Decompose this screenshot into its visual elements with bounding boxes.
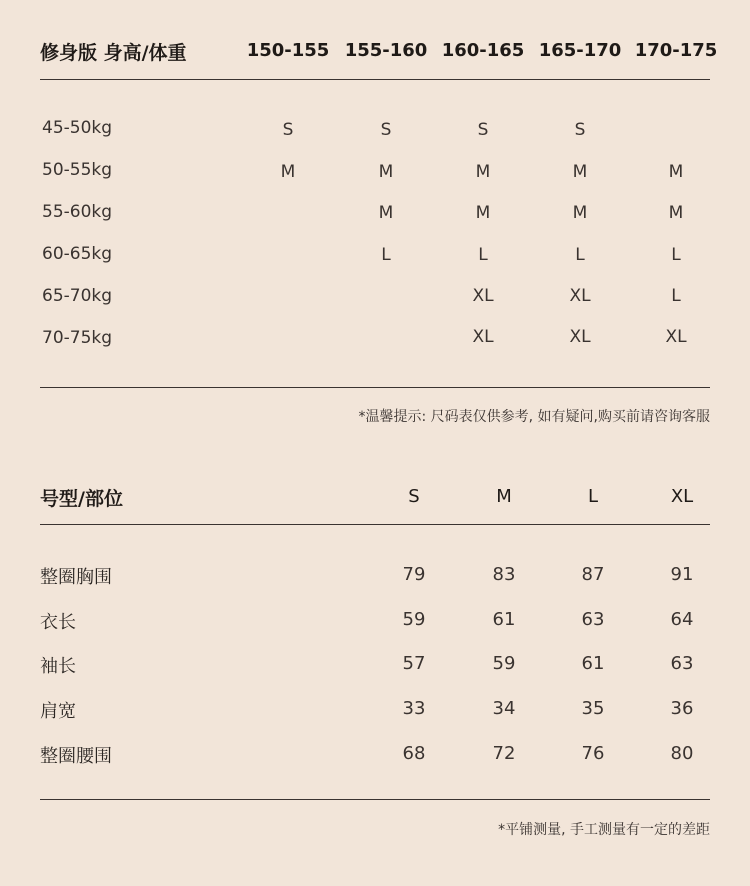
table1-col-header: 155-160 [344, 40, 428, 61]
table2-cell: 59 [402, 609, 426, 630]
table2-cell: 57 [402, 653, 426, 674]
table2-cell: 76 [581, 743, 605, 764]
table2-row-label: 整圈腰围 [40, 746, 112, 767]
table1-row-label: 50-55kg [42, 160, 113, 180]
table2-cell: 87 [581, 564, 605, 585]
table1-cell: M [378, 162, 394, 182]
table1-row-label: 45-50kg [42, 118, 113, 138]
table1-cell: L [478, 245, 488, 265]
table1-cell: XL [569, 286, 591, 306]
table2-cell: 35 [581, 698, 605, 719]
table2-cell: 61 [492, 609, 516, 630]
table2-col-header: M [496, 486, 512, 507]
table2-cell: 63 [670, 653, 694, 674]
table2-bottom-divider [40, 799, 710, 800]
table2-row-label: 衣长 [40, 612, 76, 633]
table2-cell: 83 [492, 564, 516, 585]
table1-row-label: 70-75kg [42, 328, 113, 348]
table2-row-label: 整圈胸围 [40, 567, 112, 588]
table1-cell: L [671, 286, 681, 306]
table1-cell: XL [569, 327, 591, 347]
table2-cell: 36 [670, 698, 694, 719]
table2-header-divider [40, 524, 710, 525]
table2-col-header: XL [670, 486, 694, 507]
table1-cell: M [280, 162, 296, 182]
table1-col-header: 170-175 [634, 40, 718, 61]
table2-title: 号型/部位 [40, 488, 123, 510]
table1-cell: M [475, 162, 491, 182]
table2-cell: 61 [581, 653, 605, 674]
table2-col-header: S [408, 486, 420, 507]
table2-cell: 59 [492, 653, 516, 674]
table1-cell: L [381, 245, 391, 265]
table2-col-header: L [587, 486, 599, 507]
table1-cell: M [572, 203, 588, 223]
table1-cell: M [668, 203, 684, 223]
table1-title: 修身版 身高/体重 [40, 42, 187, 64]
table2-cell: 68 [402, 743, 426, 764]
table1-cell: S [477, 120, 489, 140]
table2-cell: 33 [402, 698, 426, 719]
table1-cell: M [572, 162, 588, 182]
table1-cell: M [475, 203, 491, 223]
table1-cell: S [380, 120, 392, 140]
table1-cell: M [378, 203, 394, 223]
table2-cell: 72 [492, 743, 516, 764]
table1-cell: L [671, 245, 681, 265]
table1-cell: M [668, 162, 684, 182]
table1-row-label: 65-70kg [42, 286, 113, 306]
table1-col-header: 165-170 [538, 40, 622, 61]
table2-row-label: 肩宽 [40, 701, 76, 722]
table1-cell: XL [472, 286, 494, 306]
table1-cell: S [282, 120, 294, 140]
table2-cell: 80 [670, 743, 694, 764]
table1-note: *温馨提示: 尺码表仅供参考, 如有疑问,购买前请咨询客服 [358, 409, 710, 425]
table1-row-label: 55-60kg [42, 202, 113, 222]
table1-header-divider [40, 79, 710, 80]
table1-col-header: 150-155 [246, 40, 330, 61]
table1-col-header: 160-165 [441, 40, 525, 61]
table2-row-label: 袖长 [40, 656, 76, 677]
table2-cell: 34 [492, 698, 516, 719]
table1-bottom-divider [40, 387, 710, 388]
table2-note: *平铺测量, 手工测量有一定的差距 [498, 822, 710, 838]
table2-cell: 91 [670, 564, 694, 585]
table1-row-label: 60-65kg [42, 244, 113, 264]
table2-cell: 63 [581, 609, 605, 630]
table1-cell: S [574, 120, 586, 140]
table2-cell: 64 [670, 609, 694, 630]
table2-cell: 79 [402, 564, 426, 585]
table1-cell: XL [665, 327, 687, 347]
table1-cell: XL [472, 327, 494, 347]
table1-cell: L [575, 245, 585, 265]
